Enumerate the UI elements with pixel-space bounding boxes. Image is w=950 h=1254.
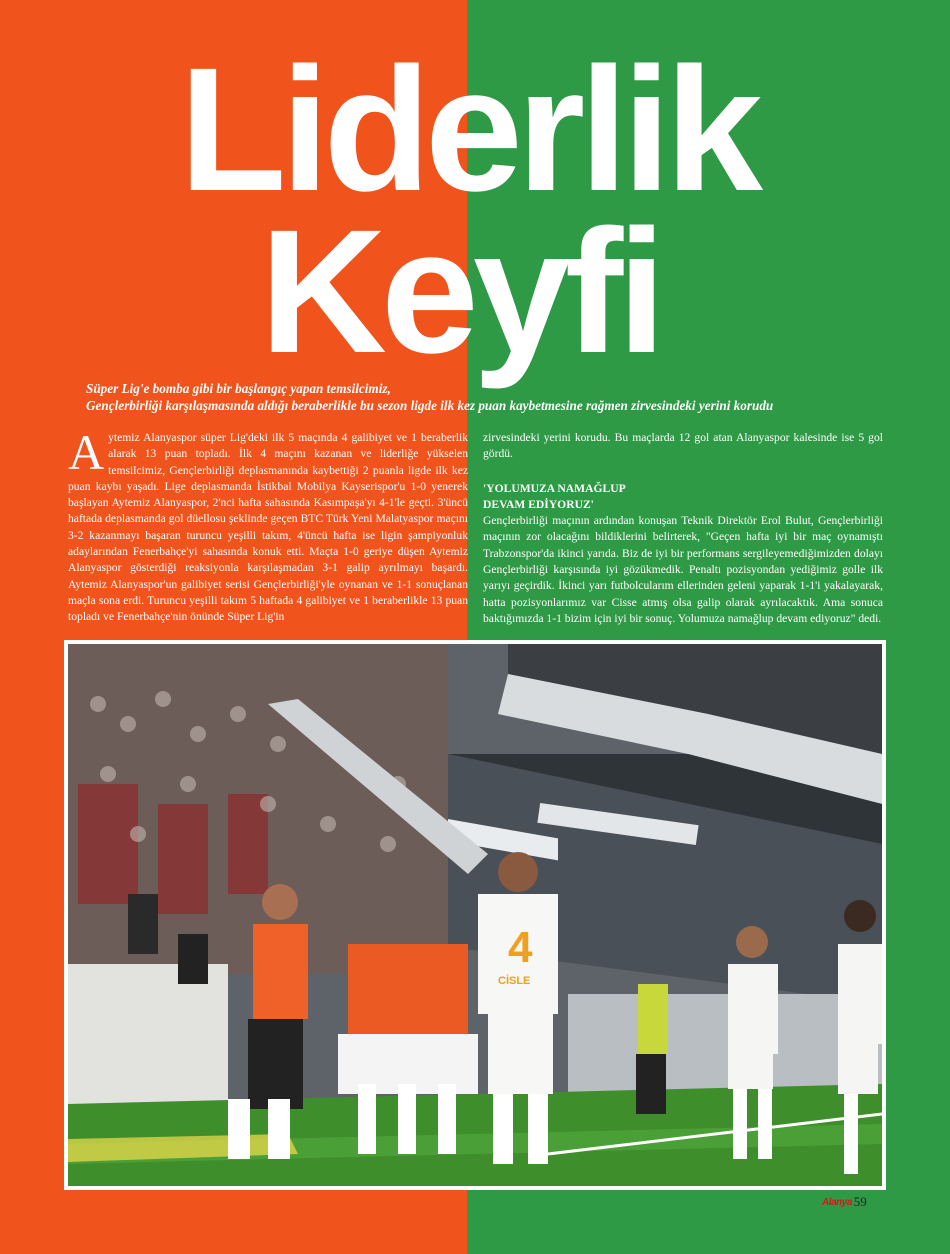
article-column-right — [483, 430, 883, 627]
headline-line-2: Keyfi — [259, 194, 661, 390]
magazine-logo: Alanya — [822, 1196, 852, 1208]
page-footer — [822, 1194, 867, 1210]
standfirst — [86, 380, 926, 414]
article-column-left — [68, 424, 468, 626]
photo-frame — [64, 640, 886, 1190]
jersey-number: 4 — [508, 923, 533, 972]
jersey-name: CİSLE — [498, 975, 531, 987]
celebration-photo-illustration — [68, 644, 882, 1186]
article-text-right-body: Gençlerbirliği maçının ardından konuşan Teknik Direktör Erol Bulut, Gençlerbirliği maçının zor olacağını bildiklerini belirterek, "Geçen hafta iyi bir maç oynamıştı Trabzonspor'da ikinci yarıda. Biz de iyi bir performans sergileyemediğimizden dolayı Gençlerbirliği karşısında iyi gözükmedik. Penaltı pozisyondan yediğimiz golle ilk yarıyı geçirdik. İkinci yarı futbolcularım ellerinden geleni yaparak 1-1'i yakalayarak, hatta pozisyonlarımız var Cisse atmış olsa galip olarak ayrılacaktık. Ama sonuca baktığımızda 1-1 bizim için iyi bir sonuç. Yolumuza namağlup devam ediyoruz" dedi. — [483, 514, 883, 625]
article-text-right-intro: zirvesindeki yerini korudu. Bu maçlarda 12 gol atan Alanyaspor kalesinde ise 5 gol gördü. — [483, 431, 883, 461]
article-text-left: ytemiz Alanyaspor süper Lig'deki ilk 5 maçında 4 galibiyet ve 1 beraberlik alarak 13 puan topladı. İlk 4 maçını kazanan ve liderliğe yükselen temsilcimiz, Gençlerbirliği deplasmanında kaybettiği 2 puanla ligde ilk kez puan kaybı yaşadı. Lige deplasmanda İstikbal Mobilya Kayserispor'u 1-0 yenerek başlayan Aytemiz Alanyaspor, 2'nci hafta sahasında Kasımpaşa'yı 4-1'le geçti. 3'üncü haftada deplasmanda gol düellosu şeklinde geçen BTC Türk Yeni Malatyaspor maçını 3-2 kazanmayı başaran turuncu yeşilli takım, 4'üncü hafta ise ligin şampiyonluk adaylarından Fenerbahçe'yi sahasında konuk etti. Maçta 1-0 geriye düşen Aytemiz Alanyaspor gösterdiği reaksiyonla karşılaşmadan 3-1 galip ayrılmayı başardı. Aytemiz Alanyaspor'un galibiyet serisi Gençlerbirliği'yle oynanan ve 1-1 sonuçlanan maçla sona erdi. Turuncu yeşilli takım 5 haftada 4 galibiyet ve 1 beraberlikle 13 puan topladı ve Fenerbahçe'nin önünde Süper Lig'in — [68, 431, 468, 624]
article-subhead — [483, 481, 883, 514]
standfirst-line-2: Gençlerbirliği karşılaşmasında aldığı beraberlikle bu sezon ligde ilk kez puan kaybetmesine rağmen zirvesindeki yerini korudu — [86, 398, 774, 413]
subhead-line-1: 'YOLUMUZA NAMAĞLUP — [483, 481, 626, 495]
match-photo — [68, 644, 882, 1186]
drop-cap: A — [68, 424, 105, 480]
subhead-line-2: DEVAM EDİYORUZ' — [483, 497, 594, 511]
page-number: 59 — [853, 1194, 867, 1209]
headline-line-1: Liderlik — [179, 32, 757, 228]
standfirst-line-1: Süper Lig'e bomba gibi bir başlangıç yapan temsilcimiz, — [86, 381, 391, 396]
